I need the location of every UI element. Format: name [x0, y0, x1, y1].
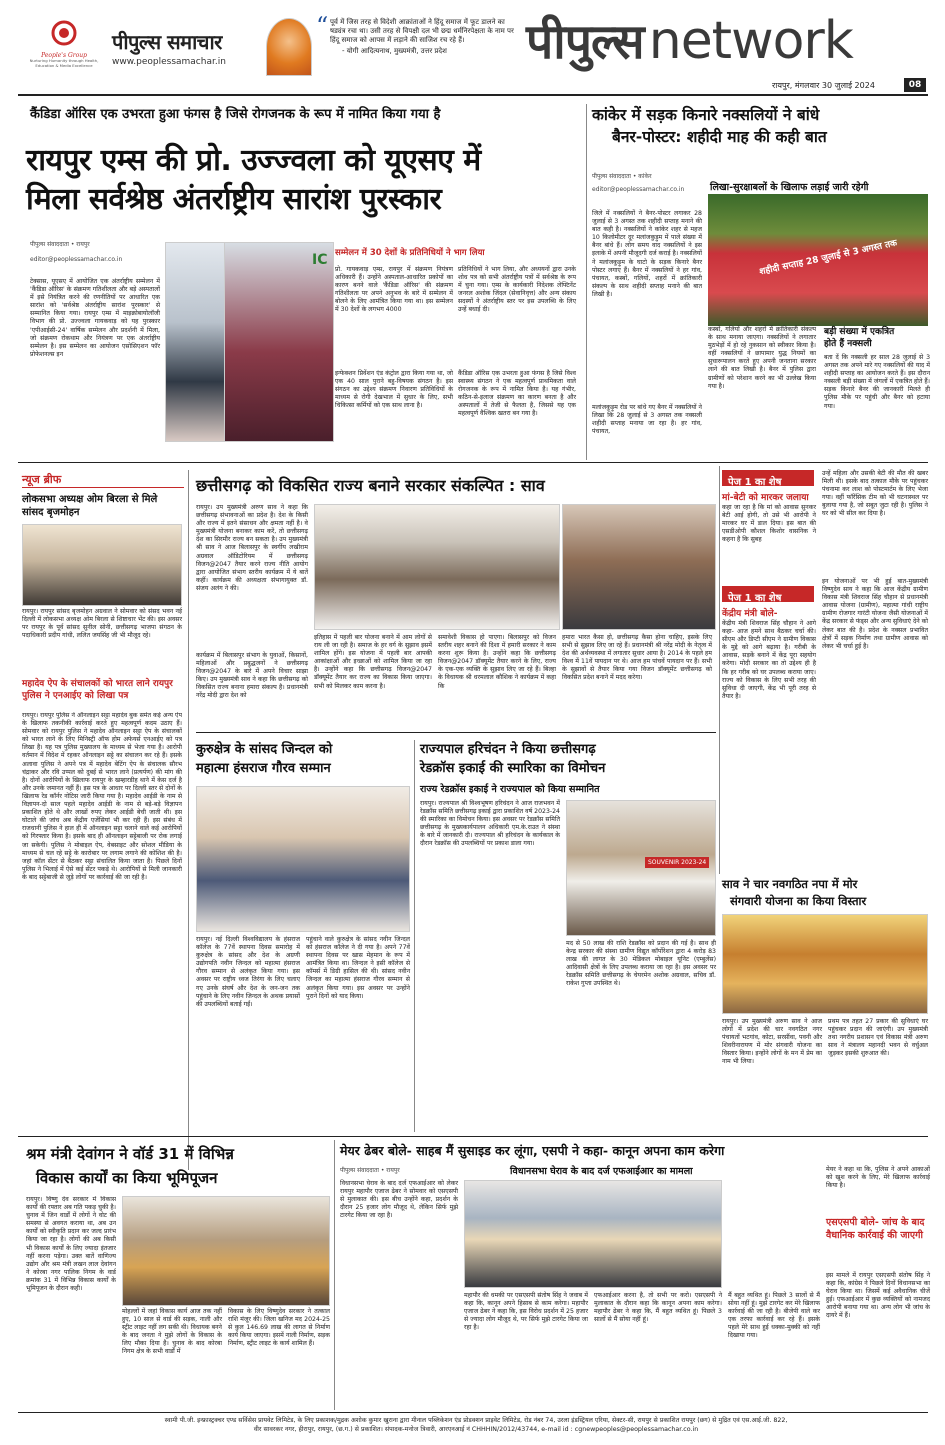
quote-block: “ पूर्व में जिस तरह से विदेशी आक्रांताओं ने हिंदू समाज में फूट डालने का षड्यंत्र रचा था। उसी तरह से विपक्षी दल भी छद्म धर्मनिरपेक्षता के नाम पर हिंदू समाज को आपस में लड़ाने की साजिश रच रहे हैं। - योगी आदित्यनाथ, मुख्यमंत्री, उत्तर प्रदेश — [316, 12, 514, 55]
panchayat-col-2: प्रथम पत्र तहत 27 प्रकार की सुविधाएं घर पहुंचकर प्रदान की जाएंगी। उप मुख्यमंत्री तथा नगरीय प्रशासन एवं विकास मंत्री अरुण साव ने मंत्रालय महानदी भवन से वर्चुअल जुड़कर इसकी शुरुआत की। — [828, 1018, 928, 1058]
dateline: रायपुर, मंगलवार 30 जुलाई 2024 — [772, 81, 875, 90]
sao-col-1: रायपुर। उप मुख्यमंत्री अरुण साव ने कहा कि छत्तीसगढ़ संभावनाओं का प्रदेश है। देश के किसी और राज्य में इतने संसाधन और क्षमता नहीं है। वे मुख्यमंत्री योजना बनाकर काम करें, तो छत्तीसगढ़ देश का सिरमौर राज्य बन सकता है। उप मुख्यमंत्री श्री साव ने आज बिलासपुर के स्वर्गीय लखीराम अग्रवाल ऑडिटोरियम में छत्तीसगढ़ विजन@2047 तैयार करने राज्य नीति आयोग द्वारा आयोजित संभाग स्तरीय कार्यक्रम में ये बातें कहीं। कार्यक्रम की अध्यक्षता संभागायुक्त डॉ. संजय अलंग ने की। — [196, 504, 308, 592]
news-brief-label: न्यूज ब्रीफ — [22, 473, 62, 486]
group-emblem-icon — [44, 18, 84, 48]
mahadev-headline: महादेव ऐप के संचालकों को भारत लाने रायपुर पुलिस ने एनआईए को लिखा पत्र — [22, 679, 173, 701]
mayor-col-3: एफआईआर करना है, तो सभी पर करो। एसएसपी ने मुलाकात के दौरान कहा कि कानून अपना काम करेगा। महापौर ढेबर ने कहा कि, मैं बहुत व्यथित हूं। पिछले 3 सालों से मैं सोया नहीं हूं। — [594, 1292, 722, 1324]
mayor-photo — [464, 1180, 722, 1288]
section-rule-1 — [18, 462, 928, 463]
kanker-banner-photo — [708, 194, 928, 326]
jindal-col-2: पहुंचाने वाले कुरुक्षेत्र के सांसद नवीन जिन्दल को हंसराज कॉलेज ने दी गया है। अपने 77वें स्थापना दिवस पर खास मेहमान के रूप में आमंत्रित किया था। जिन्दल ने इसी कॉलेज से कॉमर्स में डिग्री हासिल की थी। सांसद नवीन जिन्दल का महात्मा हंसराज गौरव सम्मान से अलंकृत किया गया। इस अवसर पर उन्होंने पुराने दिनों को याद किया। — [306, 936, 410, 1000]
sao-col-4: समावेशी विकास हो पाएगा। बिलासपुर को विजन स्तरीय शहर बनाने की दिशा में हमारी सरकार ने काम करना शुरू किया है। उन्होंने कहा कि छत्तीसगढ़ विजन@2047 डॉक्यूमेंट तैयार करने के लिए, राज्य के एक-एक व्यक्ति के सुझाव लिए जा रहे हैं। बिल्हा के विधायक श्री धरमलाल कौशिक ने कार्यक्रम में कहा कि — [438, 634, 556, 690]
kanker-photo-caption: लिखा-सुरक्षाबलों के खिलाफ लड़ाई जारी रहेगी — [710, 182, 869, 193]
lead-portrait-photo — [224, 242, 334, 442]
sesh-b-label: पेज 1 का शेष — [722, 586, 814, 602]
sao-stage-photo — [562, 504, 716, 630]
sesh-a-text: कहा जा रहा है कि मां को आवास सुनकर बेटी आई होगी, तो उसे भी आरोपी ने मारकर घर में डाल दिया। इस बात की एसडीओपी कौशल किशोर वासनिक ने कहना है कि सुबह — [722, 504, 816, 544]
kanker-banner-text: शहीदी सप्ताह 28 जुलाई से 3 अगस्त तक — [758, 238, 899, 278]
kanker-headline: कांकेर में सड़क किनारे नक्सलियों ने बांधे बैनर-पोस्टर: शहीदी माह की कही बात — [592, 106, 827, 146]
governor-photo — [566, 800, 716, 936]
sesh-b-headline: केंद्रीय मंत्री बोले- — [722, 609, 778, 619]
devangan-headline: श्रम मंत्री देवांगन ने वॉर्ड 31 में विभिन्न विकास कार्यों का किया भूमिपूजन — [26, 1145, 234, 1187]
souvenir-badge: SOUVENIR 2023-24 — [645, 857, 709, 868]
kanker-byline: पीपुल्स संवाददाता • कांकेर editor@peoplessamachar.co.in — [592, 173, 685, 193]
mahadev-text: रायपुर। रायपुर पुलिस ने ऑनलाइन सट्टा महादेव बुक समेत कई अन्य ऐप के खिलाफ तकनीकी कार्रवाई करते हुए महत्वपूर्ण कदम उठाए हैं। सोमवार को रायपुर पुलिस ने महादेव ऑनलाइन सट्टा ऐप के संचालकों को भारत लाने के लिए मिनिस्ट्री ऑफ होम अफेयर्स एनआईए को पत्र लिखा है। यह पत्र पुलिस मुख्यालय के माध्यम से भेजा गया है। आरोपी वर्तमान में विदेश में रहकर ऑनलाइन सट्टे का संचालन कर रहे हैं। इसके अलावा पुलिस ने अपने पत्र में महादेव बेटिंग ऐप के संचालक सौरभ चंद्राकर और रवि उप्पल को दुबई से भारत लाने (प्रत्यर्पण) की मांग की है। दोनों आरोपियों के खिलाफ रायपुर के खम्हारडीह थाने में केस दर्ज है और उनके जमानत नहीं हैं। इस पत्र के आधार पर दिल्ली स्तर से दोनों के खिलाफ रेड कॉर्नर नोटिस जारी किया गया है। महादेव आईडी के नाम से विज्ञापन-दो साल पहले महादेव आईडी के नाम से बड़े-बड़े विज्ञापन प्रकाशित होते थे और लाखों रुपए लेकर आईडी बेची जाती थी। इस घोटाले की जांच अब केंद्रीय एजेंसियां भी कर रही हैं। इस संबंध में राजधानी पुलिस ने हाल ही में ऑनलाइन सट्टा चलाने वाले कई आरोपियों को गिरफ्तार किया है। इसके बाद ही ऑनलाइन सट्टेबाजी पर रोक लगाई जा सकेगी। पुलिस ने मोबाइल ऐप, वेबसाइट और सोशल मीडिया के माध्यम से चल रहे सट्टे के कारोबार पर लगाम लगाने की कोशिश की है। जहां कॉल सेंटर से बैठकर सट्टा संचालित किया जाता है। पिछले दिनों पुलिस ने भिलाई में ऐसे कई सेंटर पकड़े थे। आरोपियों से मिली जानकारी के बाद सट्टेबाजी से जुड़े लोगों पर कार्रवाई की जा रही है। — [22, 712, 182, 881]
right-col-divider — [719, 466, 720, 874]
sao-col-3: इतिहास में पहली बार योजना बनाने में आम लोगों से राय ली जा रही है। समाज के हर वर्ग के सुझाव इसमें शामिल होंगे। इस योजना में पहली बार आपकी आकांक्षाओं और इच्छाओं को शामिल किया जा रहा है। उन्होंने कहा कि छत्तीसगढ़ विजन@2047 डॉक्यूमेंट तैयार कर राज्य का विकास किया जाएगा। सभी को मिलकर काम करना है। — [314, 634, 432, 690]
kanker-col-1: जिले में नक्सलियों ने बैनर-पोस्टर लगाकर 28 जुलाई से 3 अगस्त तक शहीदी सप्ताह मनाने की बात कही है। नक्सलियों ने कांकेर शहर से महज 10 किलोमीटर दूर मलांजकुड़ुम में पाले संख्या में बैनर बांधे हैं। लोग समय वाद नक्सलियों ने इस इलाके में अपनी मौजूदगी दर्ज कराई है। नक्सलियों ने मलांजकुड़ुम के घाटो के सड़क किनारे बैनर पोस्टर लगाए हैं। बैनर में नक्सलियों ने हर गांव, पंचायत, कस्बों, गलियों, शहरों में क्रांतिकारी संकल्प के साथ शहीदी सप्ताह मनाने की बात लिखी है। — [592, 210, 702, 298]
lead-divider — [586, 104, 587, 460]
lead-col-1: टेक्सास, यूएसए में आयोजित एक अंतर्राष्ट्रीय सम्मेलन में 'कैंडिडा ऑरिस' के संक्रमण गतिशीलता और बड़े अस्पतालों में इसे नियंत्रित करने की रणनीतियों पर आधारित एक सारांश को 'सर्वश्रेष्ठ अंतर्राष्ट्रीय सारांश पुरस्कार' से सम्मानित किया गया। रायपुर एम्स में माइक्रोबायोलॉजी विभाग की प्रो. उज्ज्वला गायकवाड़ को यह पुरस्कार 'एपीआईसी-24' वार्षिक सम्मेलन और प्रदर्शनी में मिला, जो संक्रमण रोकथाम और नियंत्रण पर एक अंतर्राष्ट्रीय सम्मेलन है। इस सम्मेलन का आयोजन एसोसिएशन फॉर प्रोफेशनल्स इन — [30, 278, 160, 358]
mayor-col-2: महापौर की धमकी पर एसएसपी संतोष सिंह ने जवाब में कहा कि, कानून अपने हिसाब से काम करेगा। महापौर एजाज ढेबर ने कहा कि, इस विरोध प्रदर्शन में 25 हजार से ज्यादा लोग मौजूद थे, पर सिर्फ मुझे टारगेट किया जा रहा है। — [464, 1292, 588, 1332]
sao-col-5-visible: हमारा भारत कैसा हो, छत्तीसगढ़ कैसा होना चाहिए, इसके लिए सभी से सुझाव लिए जा रहे हैं। प्रधानमंत्री श्री नरेंद्र मोदी के नेतृत्व में देश की अर्थव्यवस्था में लगातार सुधार आया है। 2014 के पहले हम विश्व में 11वें पायदान पर थे। आज हम पांचवें पायदान पर हैं। सभी के सुझावों से तैयार किया गया विजन डॉक्यूमेंट छत्तीसगढ़ को विकसित प्रदेश बनाने में मदद करेगा। — [562, 634, 712, 682]
governor-subhead: राज्य रेडक्रॉस इकाई ने राज्यपाल को किया सम्मानित — [420, 784, 600, 795]
mayor-sub-headline: एसएसपी बोले- जांच के बाद वैधानिक कार्रवाई की जाएगी — [826, 1217, 925, 1241]
footer-imprint: स्वामी पी.जी. इन्फ्रास्ट्रक्चर एण्ड सर्विसेस प्रायवेट लिमिटेड, के लिए प्रकाशक/मुद्रक अशोक कुमार खुराना द्वारा मीनाल पब्लिकेशन एंड प्रोडक्शन प्राइवेट लिमिटेड, रोड नंबर 74, उरला इंडस्ट्रियल एरिया, सेक्टर-सी, रायपुर से प्रकाशित रायपुर (छग) से मुद्रित एवं एस.आई.जी. 822, वीर सावरकर नगर, हीरापुर, रायपुर, (छ.ग.) से प्रकाशित। संपादक-मनोज त्रिवारी, आरएनआई नं CHHHIN/2012/43744, e-mail id : cgnewpeoples@peoplessamachar.co.in — [164, 1417, 788, 1433]
site-url[interactable]: www.peoplessamachar.in — [112, 57, 226, 67]
brand-hindi: पीपुल्स — [526, 14, 644, 70]
panchayat-headline: साव ने चार नवगठित नपा में मोर संगवारी योजना का किया विस्तार — [722, 877, 867, 908]
kanker-col-2: मलांजकुड़ुम रोड पर बांधे गए बैनर में नक्सलियों ने लिखा कि 28 जुलाई से 3 अगस्त तक नक्सली शहीदी सप्ताह मनाया जा रहा है। हर गांव, पंचायत, — [592, 404, 702, 436]
lead-subhead: सम्मेलन में 30 देशों के प्रतिनिधियों ने भाग लिया — [335, 248, 485, 258]
sao-event-photo — [314, 504, 560, 630]
devangan-col-2: मोहल्लों में जहां विकास कार्य आज तक नहीं हुए, 10 साल से वार्ड की सड़क, नाली और स्ट्रीट लाइट नहीं लग सकी थी। विधायक बनने के बाद जनता ने मुझे लोगों के विकास के लिए मौका दिया है। चुनाव के बाद कोरबा निगम क्षेत्र के सभी वार्डों में — [122, 1308, 222, 1356]
lead-col-5: कैंडिडा ऑरिस एक उभरता हुआ फंगस है जिसे विश्व स्वास्थ्य संगठन ने एक महत्वपूर्ण प्राथमिकता वाले रोगजनक के रूप में नामित किया है। यह गंभीर, कठिन-से-इलाज संक्रमण का कारण बनता है और अस्पतालों में तेजी से फैलता है, जिससे यह एक महत्वपूर्ण वैश्विक खतरा बन गया है। — [458, 370, 576, 418]
jindal-photo — [196, 786, 410, 932]
devangan-col-1: रायपुर। विष्णु देव सरकार में विकास कार्यों की रफ्तार अब गति पकड़ चुकी है। चुनाव में जिन वार्डों में लोगों ने वोट की समस्या से अवगत कराया था, अब उन कार्यों को स्वीकृति प्रदान कर जल्द प्रारंभ किया जा रहा है। लोगों की अब किसी भी विकास कार्यों के लिए ज्यादा इंतजार नहीं करना पड़ेगा। उक्त बातें वाणिज्य उद्योग और श्रम मंत्री लखन लाल देवांगन ने कोरबा नगर पालिक निगम के वार्ड क्रमांक 31 में विभिन्न विकास कार्यों के भूमिपूजन के दौरान कही। — [26, 1196, 116, 1293]
panchayat-col-1: रायपुर। उप मुख्यमंत्री अरुण साव ने आज लोगों में प्रदेश की चार नवगठित नगर पंचायतों भटगांव, कोटा, सरसींवा, पवनी और शिवरीनारायण में मोर संगवारी योजना का विस्तार किया। इन्होंने लोगों के मन में प्रेम का नाम भी लिया। — [722, 1018, 822, 1066]
sao-headline: छत्तीसगढ़ को विकसित राज्य बनाने सरकार संकल्पित : साव — [196, 476, 545, 495]
mayor-headline: मेयर ढेबर बोले- साहब मैं सुसाइड कर लूंगा, एसपी ने कहा- कानून अपना काम करेगा — [340, 1143, 725, 1158]
lead-headline: रायपुर एम्स की प्रो. उज्ज्वला को यूएसए में मिला सर्वश्रेष्ठ अंतर्राष्ट्रीय सारांश पुरस्कार — [26, 143, 481, 217]
kanker-col-3: कस्बों, गलियों और शहरों में क्रांतिकारी संकल्प के साथ मनाया जाएगा। नक्सलियों ने लगातार मुठभेड़ों में हो रहे नुकसान को स्वीकार किया है। वहीं नक्सलियों ने छापामार युद्ध नियमों का सुचारूपालन करते हुए अपनी जनताना सरकार लाने की बात लिखी है। बैनर में पुलिस द्वारा ग्रामीणों को परेशान करने का भी उल्लेख किया गया है। — [708, 326, 816, 390]
sao-rule — [196, 732, 716, 733]
group-name: People's Group — [41, 52, 87, 59]
footer-rule — [18, 1412, 928, 1413]
news-brief-rule — [22, 487, 184, 488]
governor-col-2: मद से 50 लाख की राशि रेडक्रॉस को प्रदान की गई है। साथ ही केन्द्र सरकार की संस्था ग्रामीण विद्युत कॉर्पोरेशन द्वारा 4 करोड़ 83 लाख की लागत के 30 मेडिकल मोबाइल यूनिट (एम्बुलेंस) आदिवासी क्षेत्रों के लिए उपलब्ध कराया जा रहा है। इस अवसर पर रेडक्रॉस समिति छत्तीसगढ़ के चेयरमेन अशोक अग्रवाल, सचिव डॉ. राकेश गुप्ता उपस्थित थे। — [566, 940, 716, 988]
governor-col-1: रायपुर। राज्यपाल श्री विश्वभूषण हरिचंदन ने आज राजभवन में रेडक्रॉस समिति छत्तीसगढ़ इकाई द्वारा प्रकाशित वर्ष 2023-24 की स्मारिका का विमोचन किया। इस अवसर पर रेडक्रॉस समिति छत्तीसगढ़ के मुख्यकार्यपालन अधिकारी एम.के.राउत ने संस्था के बारे में जानकारी दी। राज्यपाल श्री हरिचंदन के कार्यकाल के दौरान रेडक्रॉस की उपलब्धियों पर प्रकाश डाला गया। — [420, 800, 560, 848]
devangan-col-3: विकास के लिए विष्णुदेव सरकार ने तत्काल राशि मंजूर की। जिला खनिज मद 2024-25 से कुल 146.69 लाख की लागत से निर्माण कार्य किया जाएगा। इसमें नाली निर्माण, सड़क निर्माण, स्ट्रीट लाइट के कार्य शामिल हैं। — [228, 1308, 330, 1348]
om-birla-headline: लोकसभा अध्यक्ष ओम बिरला से मिले सांसद बृजमोहन — [22, 494, 158, 518]
kanker-subheadline: बड़ी संख्या में एकत्रित होते हैं नक्सली — [824, 327, 895, 349]
masthead-rule — [18, 94, 928, 96]
mayor-col-1: विधानसभा घेराव के बाद दर्ज एफआईआर को लेकर रायपुर महापौर एजाज ढेबर ने सोमवार को एसएसपी से मुलाकात की। इस बीच उन्होंने कहा, प्रदर्शन के दौरान 25 हजार लोग मौजूद थे, लेकिन सिर्फ मुझे टारगेट किया जा रहा है। — [340, 1180, 458, 1220]
brief-divider — [188, 470, 189, 1170]
sesh-b-text-2: इन योजनाओं पर भी हुई बात-मुख्यमंत्री विष्णुदेव साय ने कहा कि आज केंद्रीय ग्रामीण विकास मंत्री शिवराज सिंह चौहान से प्रधानमंत्री आवास योजना (ग्रामीण), महात्मा गांधी राष्ट्रीय ग्रामीण रोजगार गारंटी योजना जैसी योजनाओं में केंद्र सरकार से फंड्स और अन्य सुविधाएं देने को लेकर बात की है। प्रदेश के नक्सल प्रभावित क्षेत्रों में सड़क निर्माण तथा ग्रामीण आवास को लेकर भी चर्चा हुई है। — [822, 578, 928, 650]
om-birla-photo — [22, 524, 182, 606]
kanker-col-4: बता दें कि नक्सली हर साल 28 जुलाई से 3 अगस्त तक अपने मारे गए नक्सलियों की याद में शहीदी सप्ताह का आयोजन करते हैं। इस दौरान नक्सली बड़ी संख्या में जंगलों में एकत्रित होते हैं। सड़क किनारे बैनर की जानकारी मिलते ही पुलिस मौके पर पहुंची और बैनर को हटाया गया। — [824, 354, 930, 410]
page-number: 08 — [904, 78, 926, 92]
sesh-a-label: पेज 1 का शेष — [722, 470, 814, 486]
sesh-a-text-2: उन्हें महिला और उसकी बेटी की मौत की खबर मिली थी। इसके बाद तत्काल मौके पर पहुंचकर पंचनामा कर लाश को पोस्टमार्टम के लिए भेजा गया। वहीं फॉरेंसिक टीम को भी घटनास्थल पर बुलाया गया है, जो सबूत जुटा रही है। पुलिस ने घर को भी सील कर दिया है। — [822, 470, 928, 518]
sesh-a-headline: मां-बेटी को मारकर जलाया — [722, 493, 809, 503]
lead-col-4: इन्फेक्शन प्रिवेंशन एंड कंट्रोल द्वारा किया गया था, जो एक 40 साल पुराने बहु-विषयक संगठन है। इस संगठन का उद्देश्य संक्रमण निवारण प्रतिविधियों के माध्यम से रोगी देखभाल में सुधार के लिए, सभी चिकित्सा कर्मियों को एक साथ लाना है। — [335, 370, 453, 410]
section-rule-2 — [18, 1136, 928, 1137]
lead-byline: पीपुल्स संवाददाता • रायपुर editor@peoplessamachar.co.in — [30, 241, 123, 263]
yogi-portrait — [266, 18, 312, 76]
quote-mark-icon: “ — [316, 12, 329, 40]
mayor-subhead: विधानसभा घेराव के बाद दर्ज एफआईआर का मामला — [510, 1166, 693, 1177]
jindal-headline: कुरुक्षेत्र के सांसद जिन्दल को महात्मा हंसराज गौरव सम्मान — [196, 742, 333, 776]
lead-col-3: प्रतिनिधियों ने भाग लिया, और अध्ययनों द्वारा उनके शोध पत्र को सभी अंतर्राष्ट्रीय पत्रों में सर्वश्रेष्ठ के रूप में चुना गया। एम्स के कार्यकारी निदेशक लेफ्टिनेंट जनरल अशोक जिंदल (सेवानिवृत्त) और अन्य संकाय सदस्यों ने अंतर्राष्ट्रीय स्तर पर इस उपलब्धि के लिए उन्हें बधाई दी। — [458, 266, 576, 314]
sesh-b-text: केंद्रीय मंत्री शिवराज सिंह चौहान ने आगे कहा- आज हमने साथ बैठकर चर्चा की। सीएम और डिप्टी सीएम ने ग्रामीण विकास के मुद्दे को आगे बढ़ाया है। गरीबी के आवास, सड़कें बनाने में केंद्र पूरा सहयोग करेगा। मोदी सरकार का तो उद्देश्य ही है कि हर गरीब को घर उपलब्ध कराया जाए। राज्य को विकास के लिए सभी तरह की सुविधा दी जाएगी, केंद्र भी पूरी तरह से तैयार है। — [722, 620, 816, 700]
peoples-group-logo — [28, 18, 100, 78]
sao-col-2: कार्यक्रम में बिलासपुर संभाग के युवाओं, किसानों, महिलाओं और प्रबुद्धजनों ने छत्तीसगढ़ विजन@2047 के बारे में अपने विचार साझा किए। उप मुख्यमंत्री साव ने कहा कि छत्तीसगढ़ को विकसित राज्य बनाना हमारा संकल्प है। प्रधानमंत्री नरेंद्र मोदी द्वारा देश को — [196, 652, 308, 700]
mayor-byline: पीपुल्स संवाददाता • रायपुर — [340, 1167, 400, 1174]
mayor-col-5: मेयर ने कहा था कि, पुलिस ने अपने आकाओं को खुश करने के लिए, मेरे खिलाफ कार्रवाई किया है। — [826, 1166, 930, 1190]
masthead — [0, 0, 945, 98]
om-birla-text: रायपुर। रायपुर सांसद बृजमोहन अग्रवाल ने सोमवार को संसद भवन नई दिल्ली में लोकसभा अध्यक्ष ओम बिरला से शिष्टाचार भेंट की। इस अवसर पर रायपुर के पूर्व सांसद सुनील सोनी, छत्तीसगढ़ भाजपा संगठन के पदाधिकारी प्रदीप गांधी, ललित जयसिंह जी भी मौजूद रहे। — [22, 608, 182, 640]
lead-photo-logo: IC — [312, 252, 328, 268]
group-tagline: Nurturing Humanity through Health, Education & Media Excellence — [29, 58, 99, 68]
mayor-col-6: इस मामले में रायपुर एसएसपी संतोष सिंह ने कहा कि, कांग्रेस ने पिछले दिनों विधानसभा का घेराव किया था। जिसमें कई अवैधानिक चीजें हुई। एफआईआर में कुछ व्यक्तियों को नामजद आरोपी बनाया गया था। अन्य लोग भी जांच के दायरे में हैं। — [826, 1272, 930, 1320]
devangan-divider — [334, 1140, 335, 1410]
samachar-logo: पीपुल्स समाचार www.peoplessamachar.in — [112, 28, 302, 67]
devangan-photo — [122, 1196, 330, 1306]
jindal-col-1: रायपुर। नई दिल्ली विश्वविद्यालय के हंसराज कॉलेज के 77वें स्थापना दिवस समारोह में कुरुक्षेत्र के सांसद और देश के अग्रणी उद्योगपति नवीन जिन्दल को महात्मा हंसराज गौरव सम्मान से अलंकृत किया गया। इस अवसर पर राष्ट्रीय ध्वज तिरंगा के लिए चलाए गए उनके संघर्ष और देश के जन-जन तक पहुंचाने के लिए नवीन जिन्दल के अथक प्रयासों की उपलब्धियों बताई गईं। — [196, 936, 300, 1008]
jindal-divider — [414, 740, 415, 1132]
mayor-col-4-visible: मैं बहुत व्यथित हूं। पिछले 3 सालों से मैं सोया नहीं हूं। मुझे टारगेट कर मेरे खिलाफ कार्रवाई की जा रही है। बीजेपी वाले कर एक तरफा कार्रवाई कर रहे हैं। इसके पहले मेरे साथ हुई धक्का-मुक्की को नहीं दिखाया गया। — [728, 1292, 820, 1340]
brand-network: network — [648, 11, 853, 71]
brand-title — [526, 8, 906, 78]
governor-headline: राज्यपाल हरिचंदन ने किया छत्तीसगढ़ रेडक्रॉस इकाई की स्मारिका का विमोचन — [420, 742, 606, 776]
lead-col-2: प्रो. गायकवाड़ एम्स, रायपुर में संक्रमण नियंत्रण अधिकारी हैं। उन्होंने अस्पताल-आधारित प्रकोपों का कारण बनने वाले 'कैंडिडा ऑरिस' की संक्रमण गतिशीलता पर अपने अनुभव के बारे में सम्मेलन में बोलने के लिए आमंत्रित किया गया था। इस सम्मेलन में 30 देशों के लगभग 4000 — [335, 266, 453, 314]
lead-kicker: कैंडिडा ऑरिस एक उभरता हुआ फंगस है जिसे रोगजनक के रूप में नामित किया गया है — [30, 107, 441, 122]
panchayat-photo — [722, 914, 928, 1014]
